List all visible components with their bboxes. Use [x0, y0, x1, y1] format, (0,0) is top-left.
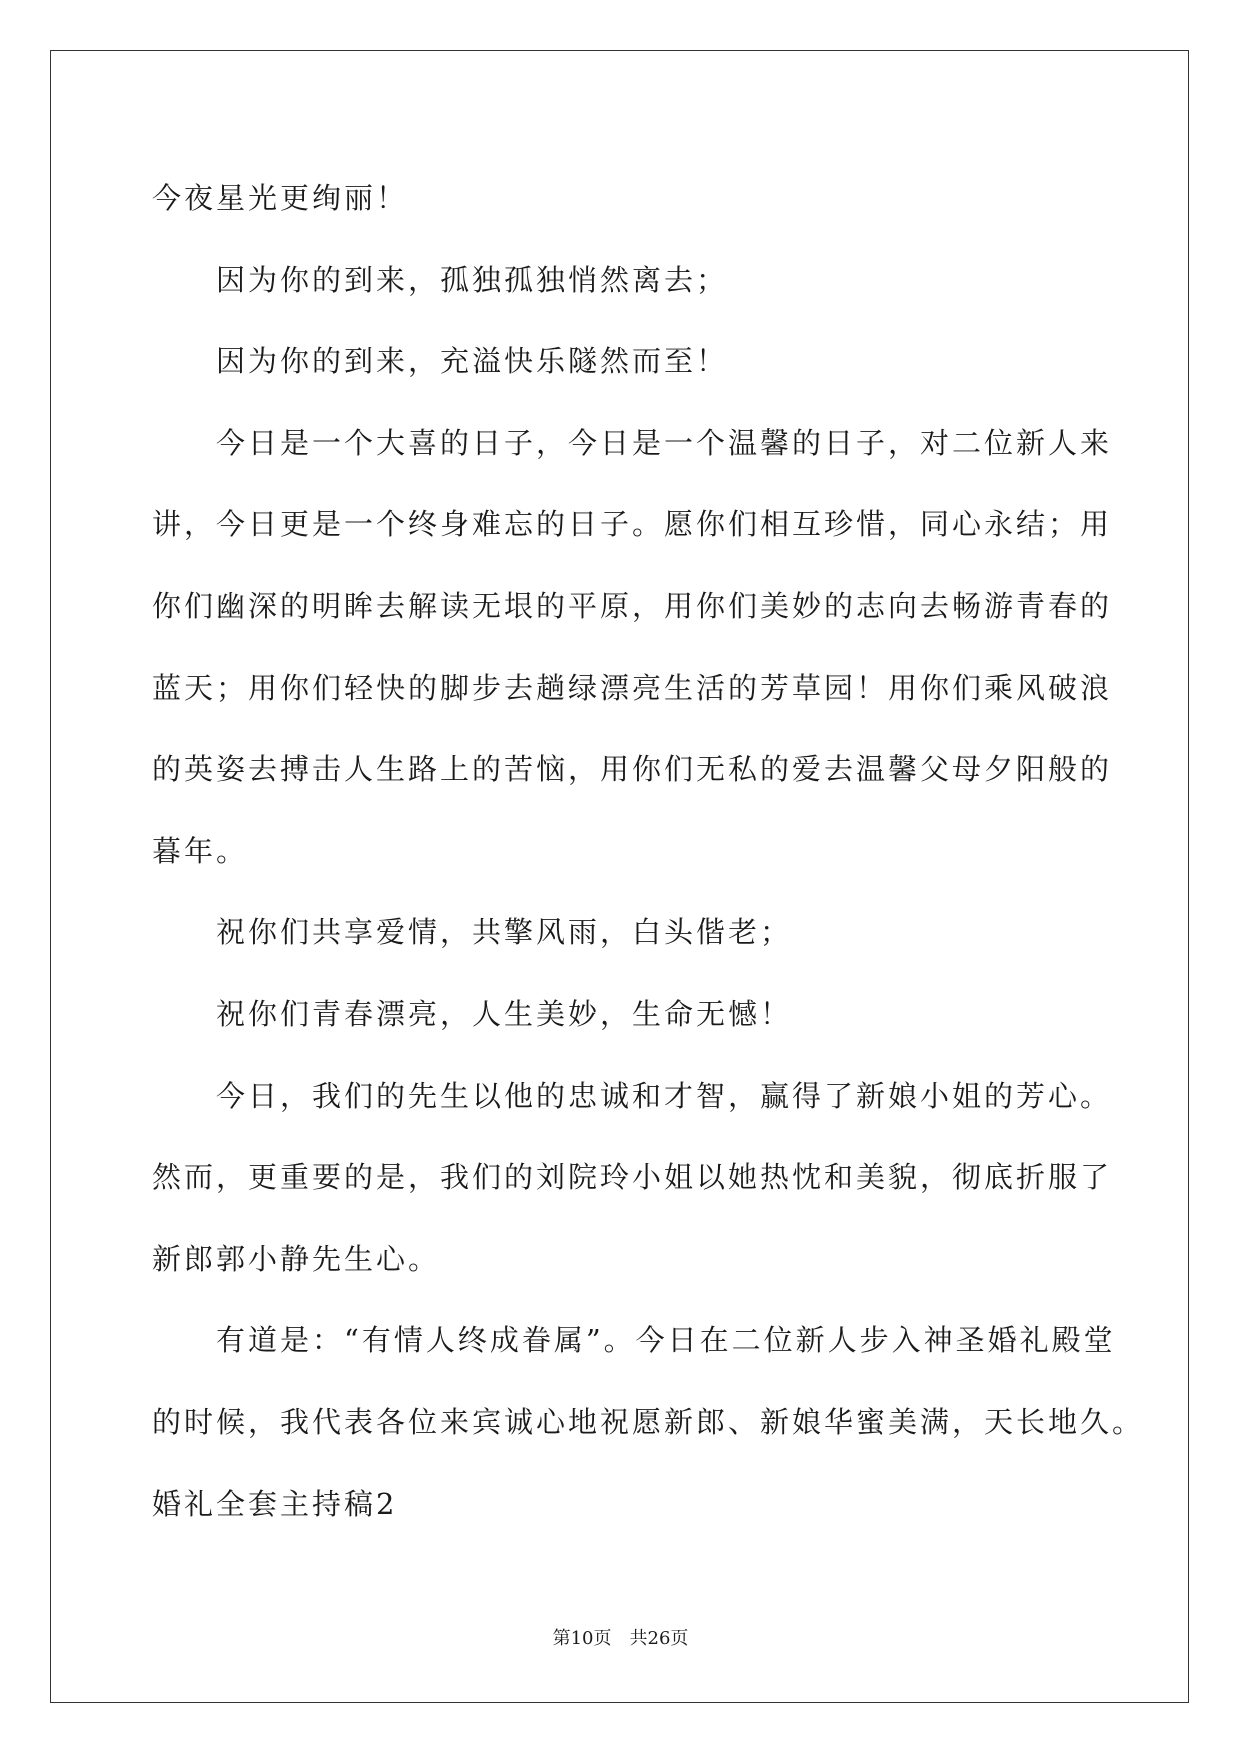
text-line: 讲，今日更是一个终身难忘的日子。愿你们相互珍惜，同心永结；用	[152, 507, 1113, 542]
text-line: 因为你的到来，孤独孤独悄然离去；	[216, 262, 729, 297]
text-line: 蓝天；用你们轻快的脚步去趟绿漂亮生活的芳草园！用你们乘风破浪	[152, 670, 1113, 705]
page-number: 第10页	[552, 1628, 612, 1649]
text-line: 新郎郭小静先生心。	[152, 1241, 441, 1276]
text-line: 有道是：“有情人终成眷属”。今日在二位新人步入神圣婚礼殿堂	[216, 1323, 1116, 1358]
text-line: 祝你们青春漂亮，人生美妙，生命无憾！	[216, 996, 793, 1031]
text-line: 暮年。	[152, 833, 249, 868]
text-line: 你们幽深的明眸去解读无垠的平原，用你们美妙的志向去畅游青春的	[152, 588, 1113, 623]
document-body	[152, 158, 1145, 1545]
text-line: 祝你们共享爱情，共擎风雨，白头偕老；	[216, 915, 793, 950]
text-line: 然而，更重要的是，我们的刘院玲小姐以她热忱和美貌，彻底折服了	[152, 1160, 1113, 1195]
section-heading: 婚礼全套主持稿2	[152, 1486, 398, 1521]
text-line: 的英姿去搏击人生路上的苦恼，用你们无私的爱去温馨父母夕阳般的	[152, 752, 1113, 787]
page-footer	[0, 1627, 1241, 1651]
text-line: 今日，我们的先生以他的忠诚和才智，赢得了新娘小姐的芳心。	[216, 1078, 1113, 1113]
text-line: 的时候，我代表各位来宾诚心地祝愿新郎、新娘华蜜美满，天长地久。	[152, 1404, 1145, 1439]
text-line: 今夜星光更绚丽！	[152, 181, 409, 215]
text-line: 今日是一个大喜的日子，今日是一个温馨的日子，对二位新人来	[216, 425, 1113, 460]
page-total: 共26页	[629, 1628, 689, 1649]
text-line: 因为你的到来，充溢快乐隧然而至！	[216, 344, 729, 379]
